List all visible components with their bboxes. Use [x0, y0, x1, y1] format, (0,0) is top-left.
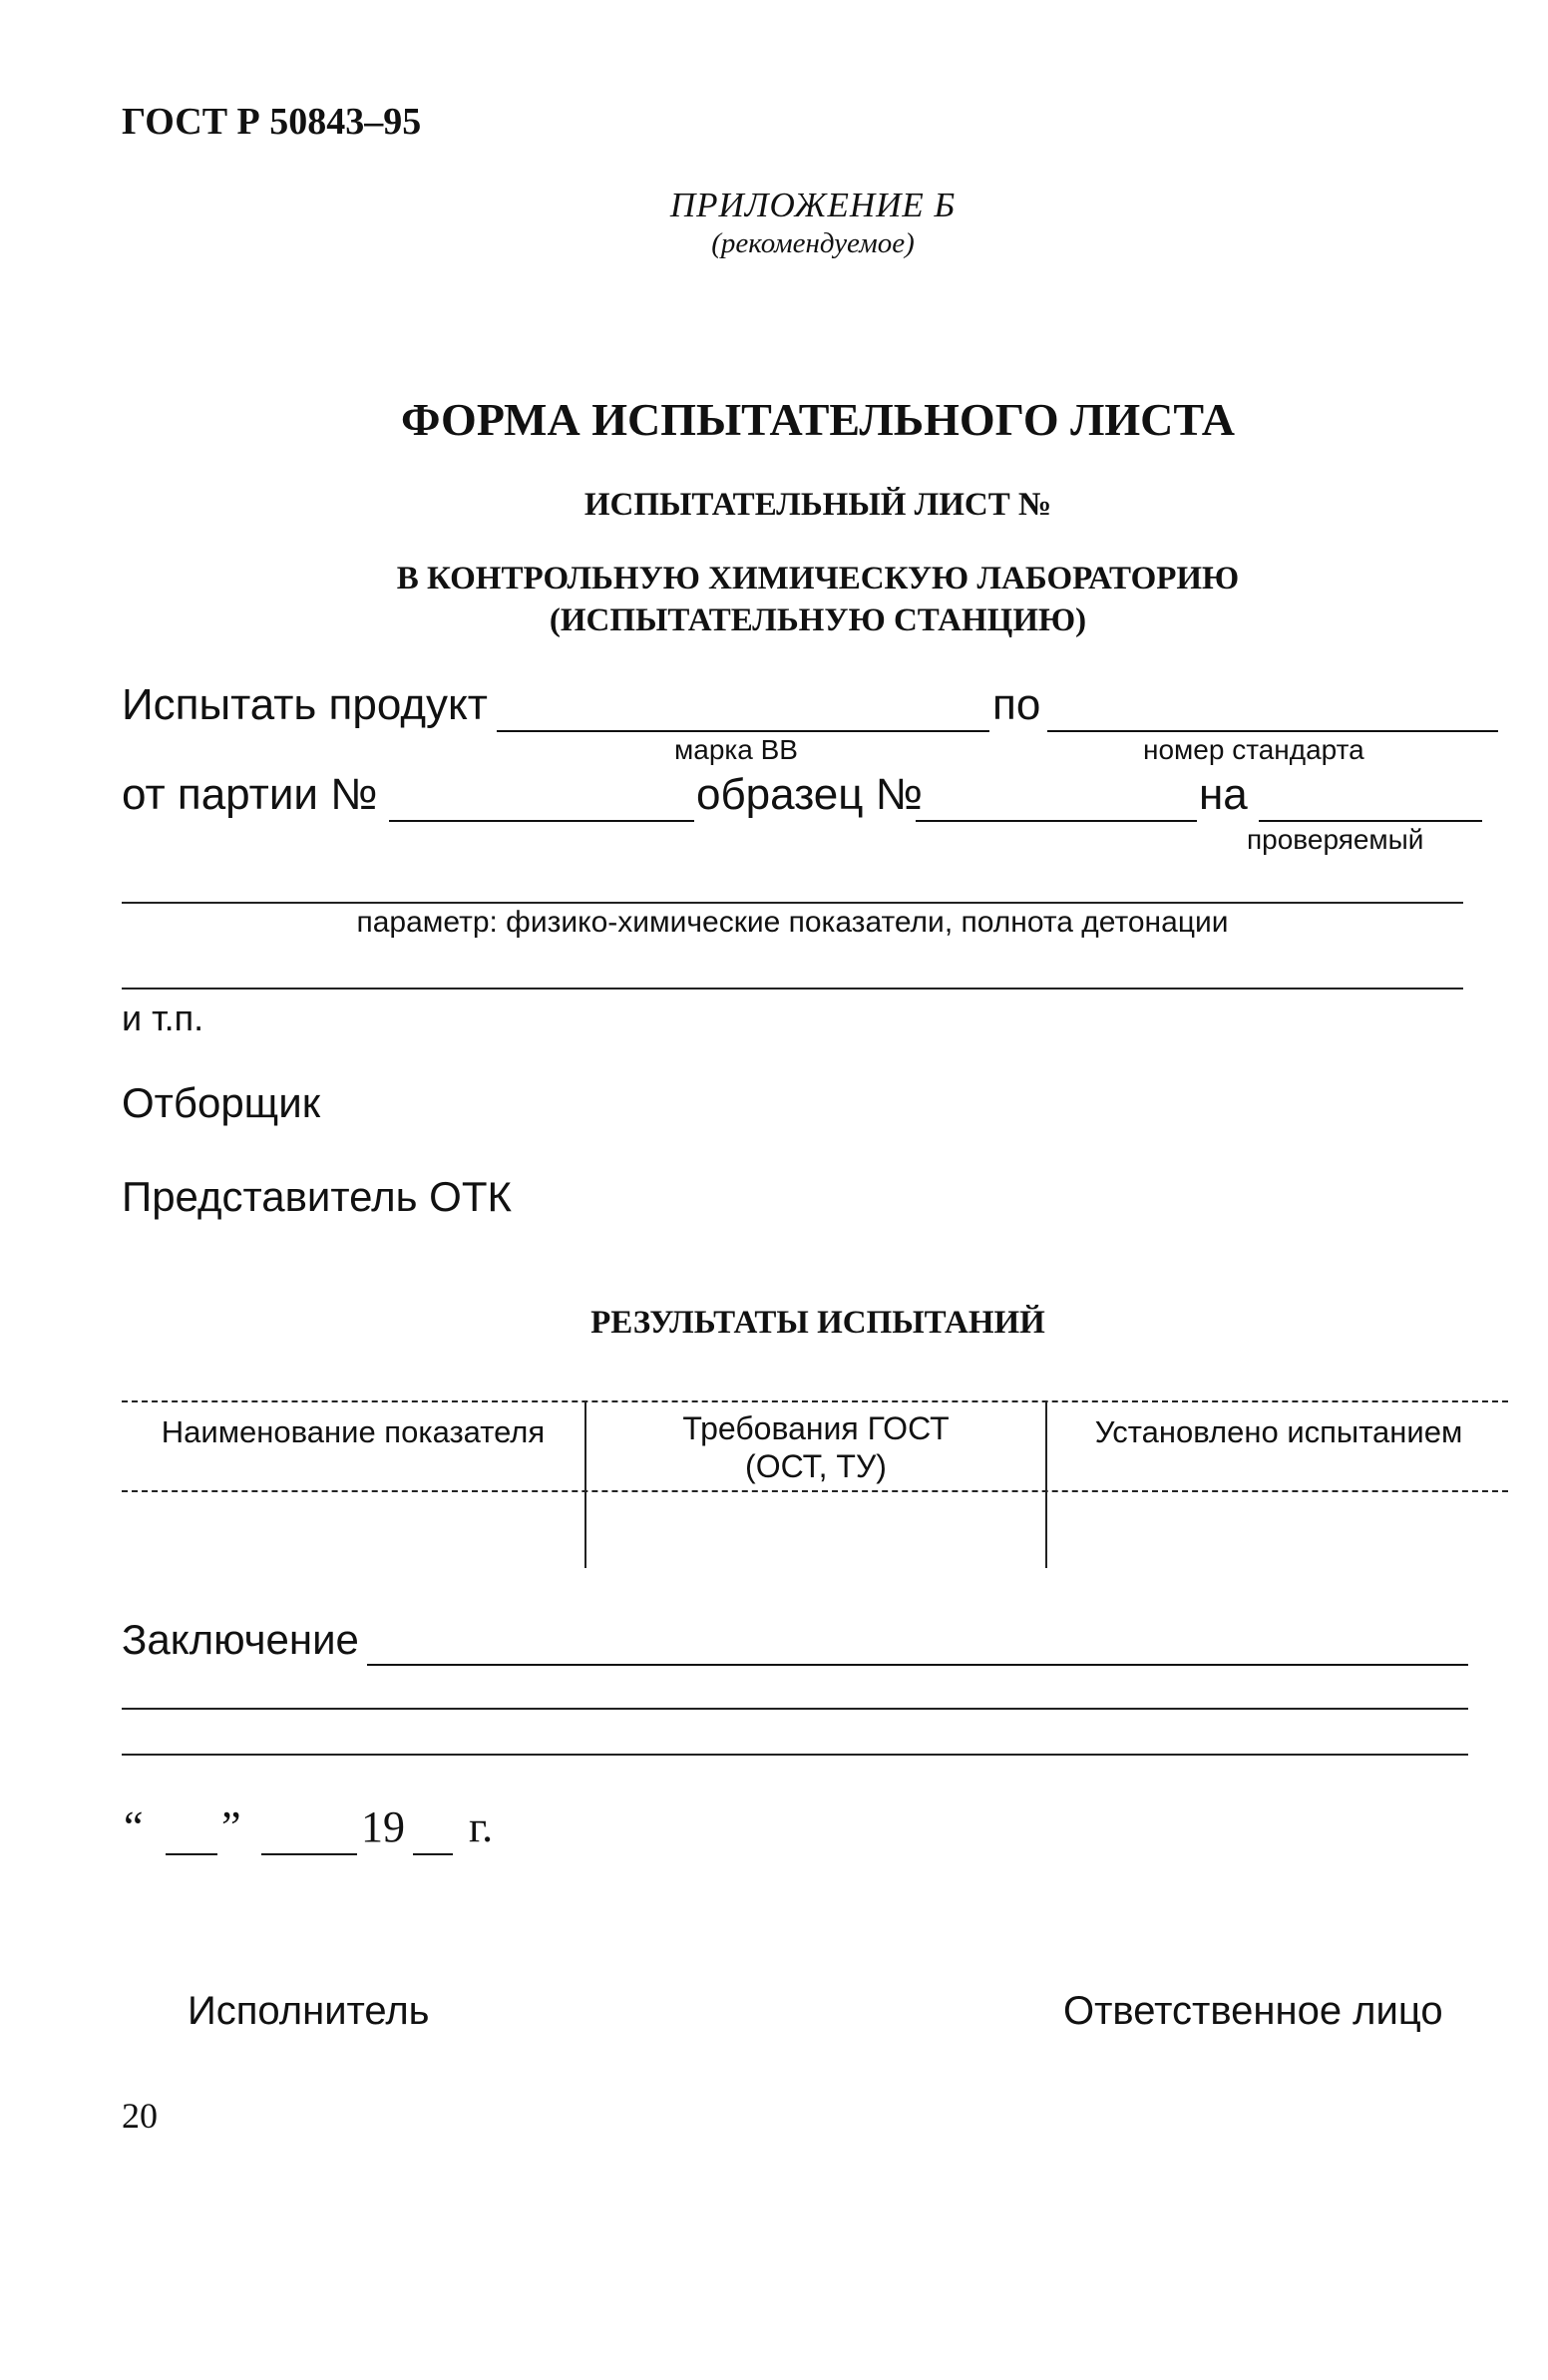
appendix-title: ПРИЛОЖЕНИЕ Б [669, 186, 957, 224]
year-field[interactable] [413, 1853, 453, 1855]
table-top-border [122, 1400, 1508, 1402]
page-number: 20 [122, 2096, 158, 2136]
test-product-label: Испытать продукт [122, 680, 488, 729]
destination-line2: (ИСПЫТАТЕЛЬНУЮ СТАНЦИЮ) [549, 602, 1087, 638]
standard-number-caption: номер стандарта [1143, 734, 1364, 765]
year-prefix: 19 [361, 1802, 405, 1851]
month-field[interactable] [261, 1853, 357, 1855]
batch-label: от партии № [122, 770, 378, 819]
cell-requirements[interactable] [588, 1494, 1043, 1566]
brand-caption: марка ВВ [674, 734, 798, 765]
cell-name[interactable] [124, 1494, 582, 1566]
column-header-requirements-line1: Требования ГОСТ [682, 1410, 950, 1446]
checked-caption: проверяемый [1247, 824, 1424, 855]
on-label: на [1199, 770, 1248, 819]
batch-number-field[interactable] [389, 820, 694, 822]
column-header-name: Наименование показателя [161, 1414, 546, 1449]
conclusion-label: Заключение [122, 1616, 359, 1663]
executor-label: Исполнитель [188, 1989, 430, 2033]
date-open-quote: “ [124, 1802, 144, 1851]
column-header-established: Установлено испытанием [1094, 1414, 1463, 1449]
otk-representative-label: Представитель ОТК [122, 1173, 512, 1220]
conclusion-line-1[interactable] [367, 1664, 1468, 1666]
cell-established[interactable] [1049, 1494, 1508, 1566]
table-column-divider-1 [584, 1400, 586, 1568]
table-column-divider-2 [1045, 1400, 1047, 1568]
sample-number-field[interactable] [916, 820, 1197, 822]
day-field[interactable] [166, 1853, 217, 1855]
parameter-line-2[interactable] [122, 988, 1463, 990]
destination-line1: В КОНТРОЛЬНУЮ ХИМИЧЕСКУЮ ЛАБОРАТОРИЮ [396, 561, 1240, 596]
parameter-caption: параметр: физико-химические показатели, полнота детонации [356, 906, 1229, 939]
etc-text: и т.п. [122, 997, 204, 1038]
product-brand-field[interactable] [497, 730, 989, 732]
sample-label: образец № [696, 770, 923, 819]
results-title: РЕЗУЛЬТАТЫ ИСПЫТАНИЙ [590, 1305, 1045, 1341]
date-close-quote: ” [221, 1802, 241, 1851]
year-suffix: г. [469, 1802, 494, 1851]
sheet-title: ИСПЫТАТЕЛЬНЫЙ ЛИСТ № [583, 487, 1052, 523]
responsible-person-label: Ответственное лицо [1063, 1989, 1443, 2033]
standard-number: ГОСТ Р 50843–95 [122, 101, 422, 143]
form-title: ФОРМА ИСПЫТАТЕЛЬНОГО ЛИСТА [400, 394, 1236, 445]
header-bottom-border [122, 1490, 1508, 1492]
checked-parameter-field[interactable] [1259, 820, 1482, 822]
sampler-label: Отборщик [122, 1079, 321, 1126]
appendix-note: (рекомендуемое) [711, 227, 915, 259]
standard-number-field[interactable] [1047, 730, 1498, 732]
conclusion-line-3[interactable] [122, 1754, 1468, 1756]
column-header-requirements-line2: (ОСТ, ТУ) [745, 1448, 887, 1484]
by-label: по [992, 680, 1041, 729]
conclusion-line-2[interactable] [122, 1708, 1468, 1710]
parameter-line-1[interactable] [122, 902, 1463, 904]
